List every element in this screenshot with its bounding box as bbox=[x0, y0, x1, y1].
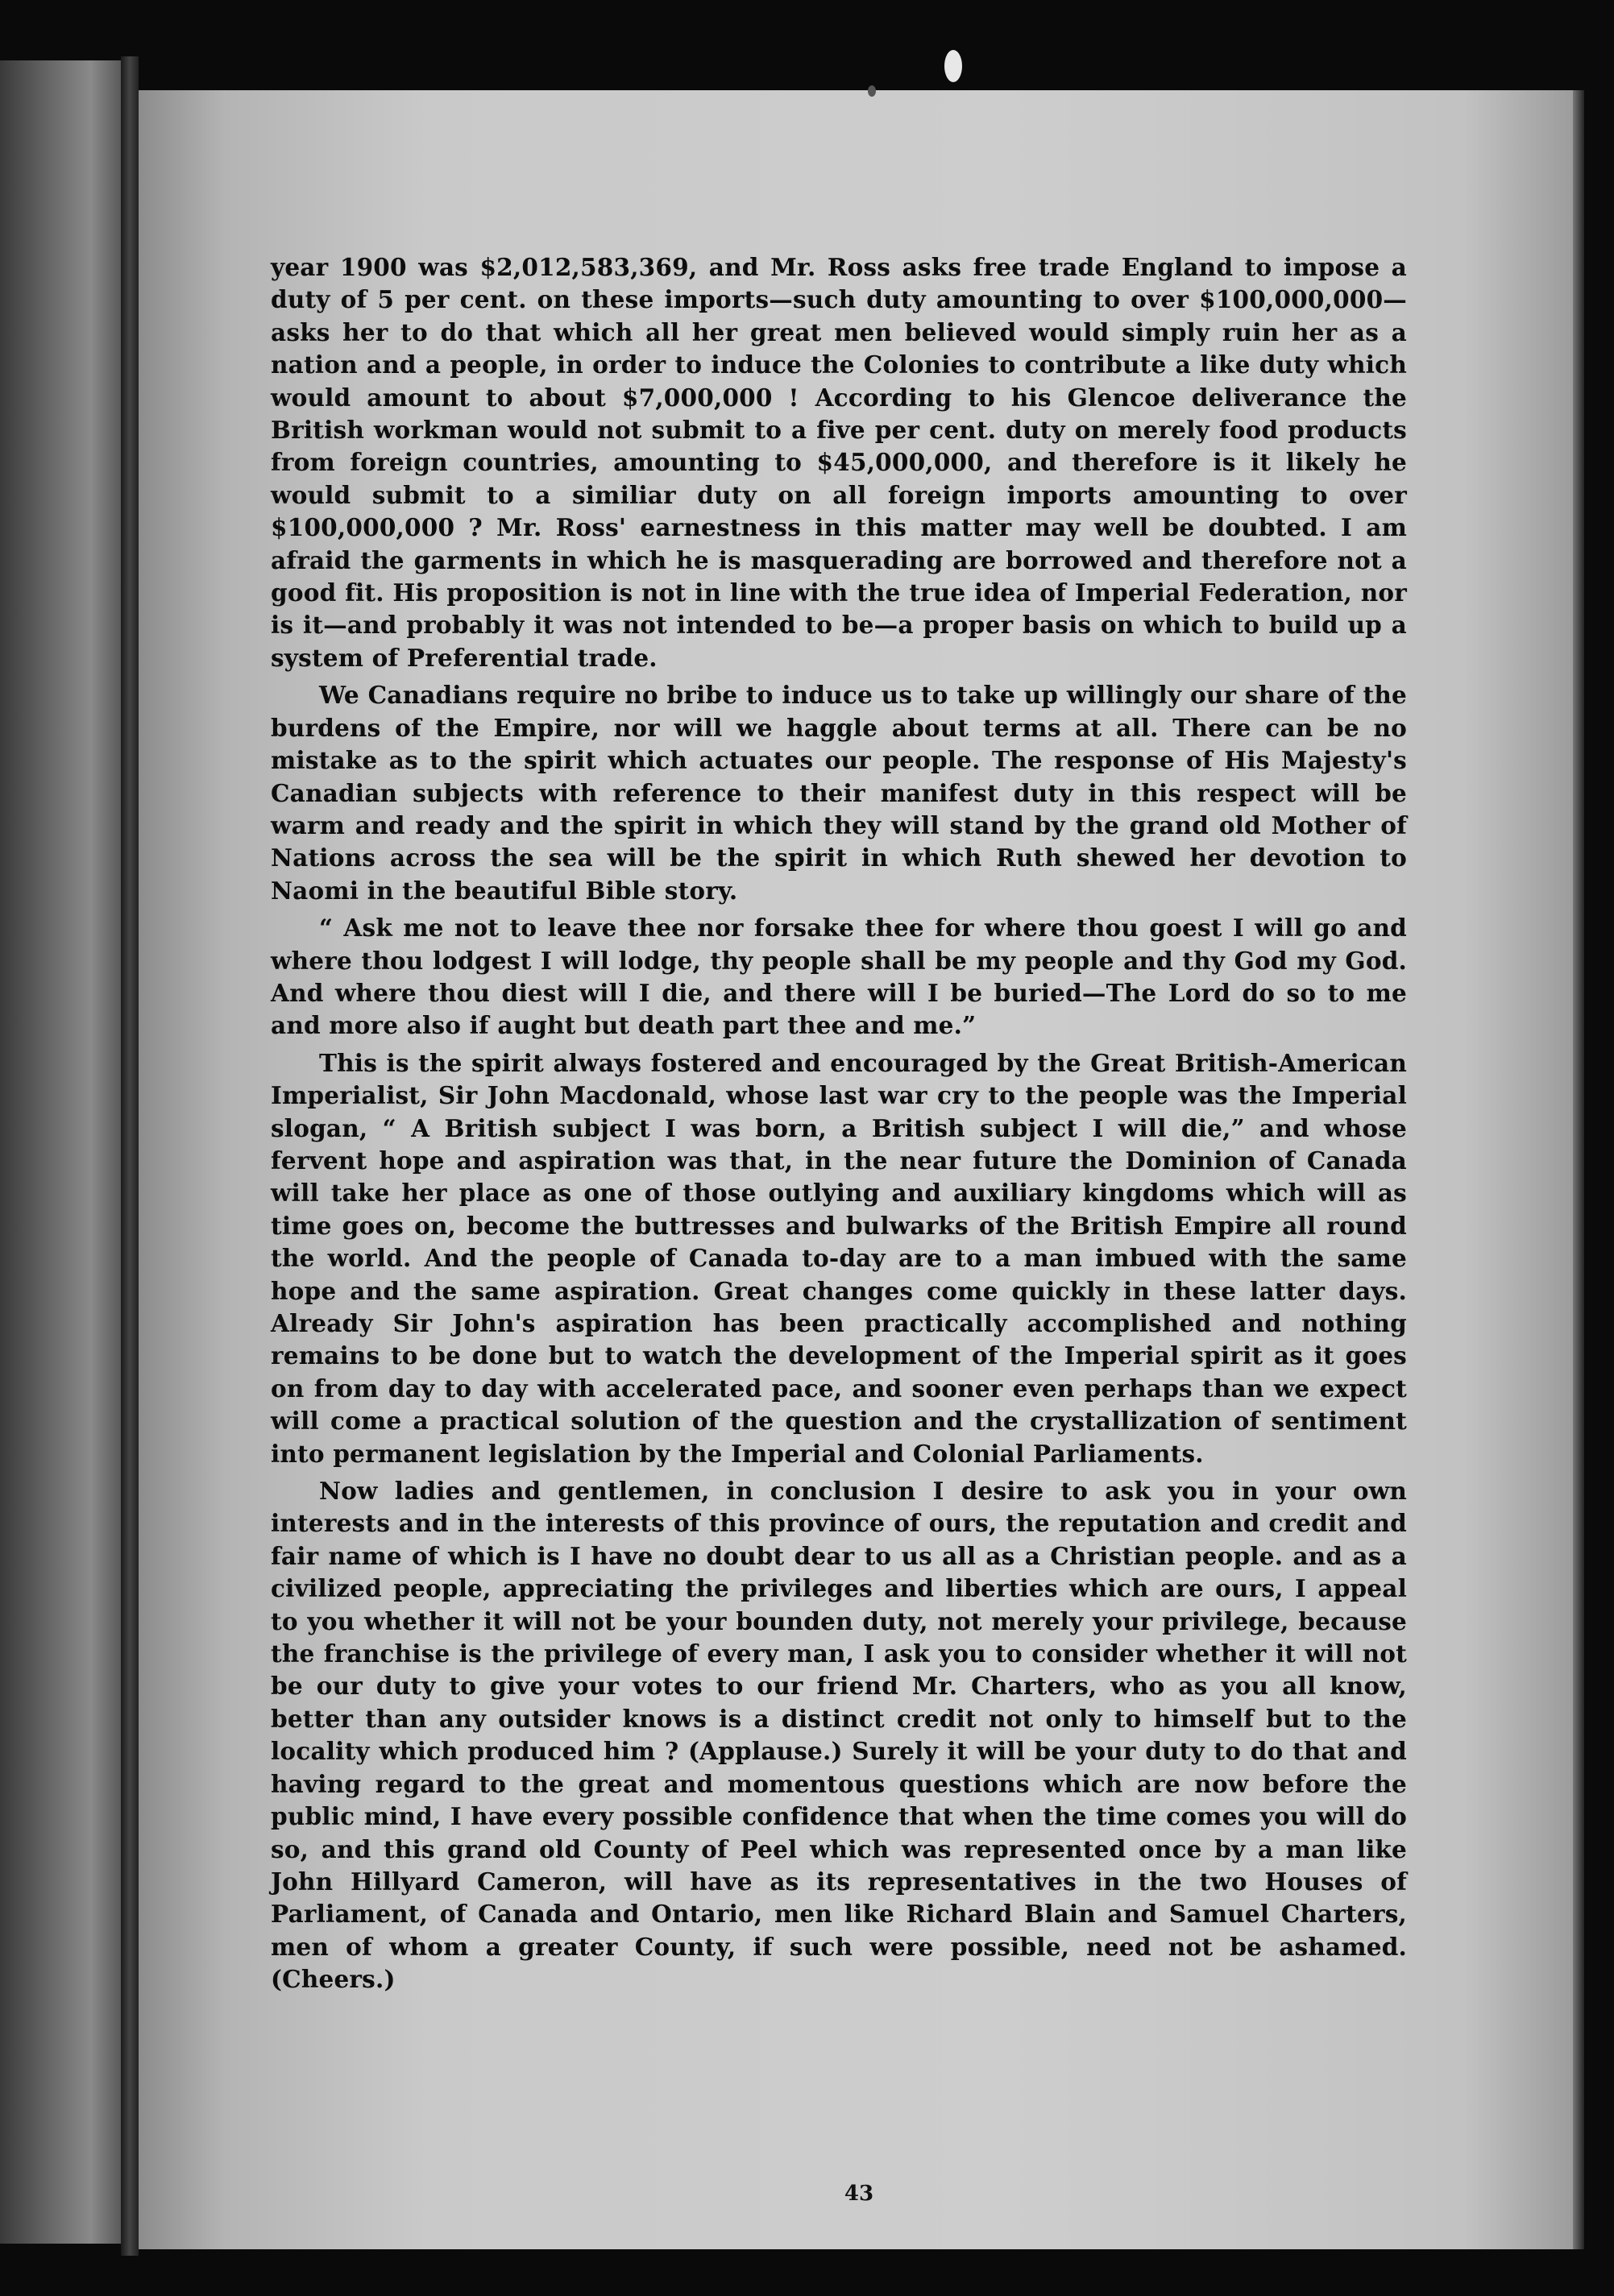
book-spine bbox=[121, 56, 139, 2256]
body-text bbox=[271, 251, 1407, 2001]
paragraph: We Canadians require no bribe to induce us to take up willingly our share of the burdens of the Empire, nor will we haggle about terms at all. There can be no mistake as to the spirit which actuates our people. The response of His Majesty's Canadian subjects with reference to their manifest duty in this respect will be warm and ready and the spirit in which they will stand by the grand old Mother of Nations across the sea will be the spirit in which Ruth shewed her devotion to Naomi in the beautiful Bible story. bbox=[271, 681, 1407, 905]
paragraph: Now ladies and gentlemen, in conclusion I desire to ask you in your own interests and in the interests of this province of ours, the reputation and credit and fair name of which is I have no doubt dear to us all as a Christian people. and as a civilized people, appreciating the privileges and liberties which are ours, I appeal to you whether it will not be your bounden duty, not merely your privilege, because the franchise is the privilege of every man, I ask you to consider whether it will not be our duty to give your votes to our friend Mr. Charters, who as you all know, better than any outsider knows is a distinct credit not only to himself but to the locality which produced him ? (Applause.) Surely it will be your duty to do that and having regard to the great and momentous questions which are now before the public mind, I have every possible confidence that when the time comes you will do so, and this grand old County of Peel which was represented once by a man like John Hillyard Cameron, will have as its representatives in the two Houses of Parliament, of Canada and Ontario, men like Richard Blain and Samuel Charters, men of whom a greater County, if such were possible, need not be ashamed. (Cheers.) bbox=[271, 1477, 1407, 1994]
paragraph: This is the spirit always fostered and encouraged by the Great British-American Imperialist, Sir John Macdonald, whose last war cry to the people was the Imperial slogan, “ A British subject I was born, a British subject I will die,” and whose fervent hope and aspiration was that, in the near future the Dominion of Canada will take her place as one of those outlying and auxiliary kingdoms which will as time goes on, become the buttresses and bulwarks of the British Empire all round the world. And the people of Canada to-day are to a man imbued with the same hope and the same aspiration. Great changes come quickly in these latter days. Already Sir John's aspiration has been practically accomplished and nothing remains to be done but to watch the development of the Imperial spirit as it goes on from day to day with accelerated pace, and sooner even perhaps than we expect will come a practical solution of the question and the crystallization of sentiment into permanent legislation by the Imperial and Colonial Parliaments. bbox=[271, 1048, 1407, 1468]
quotation-paragraph: “ Ask me not to leave thee nor forsake thee for where thou goest I will go and where thou lodgest I will lodge, thy people shall be my people and thy God my God. And where thou diest will I die, and there will I be buried—The Lord do so to me and more also if aught but death part thee and me.” bbox=[271, 914, 1407, 1040]
paragraph-continuation: year 1900 was $2,012,583,369, and Mr. Ross asks free trade England to impose a duty of 5 per cent. on these imports—such duty amounting to over $100,000,000—asks her to do that which all her great men believed would simply ruin her as a nation and a people, in order to induce the Colonies to contribute a like duty which would amount to about $7,000,000 ! According to his Glencoe deliverance the British workman would not submit to a five per cent. duty on merely food products from foreign countries, amounting to $45,000,000, and therefore is it likely he would submit to a similiar duty on all foreign imports amounting to over $100,000,000 ? Mr. Ross' earnestness in this matter may well be doubted. I am afraid the garments in which he is masquerading are borrowed and therefore not a good fit. His proposition is not in line with the true idea of Imperial Federation, nor is it—and probably it was not intended to be—a proper basis on which to build up a system of Preferential trade. bbox=[271, 253, 1407, 672]
facing-page-edge bbox=[0, 60, 121, 2244]
scan-artifact bbox=[868, 85, 876, 97]
document-page bbox=[139, 90, 1579, 2249]
page-number: 43 bbox=[844, 2182, 874, 2206]
scan-artifact bbox=[944, 50, 962, 82]
